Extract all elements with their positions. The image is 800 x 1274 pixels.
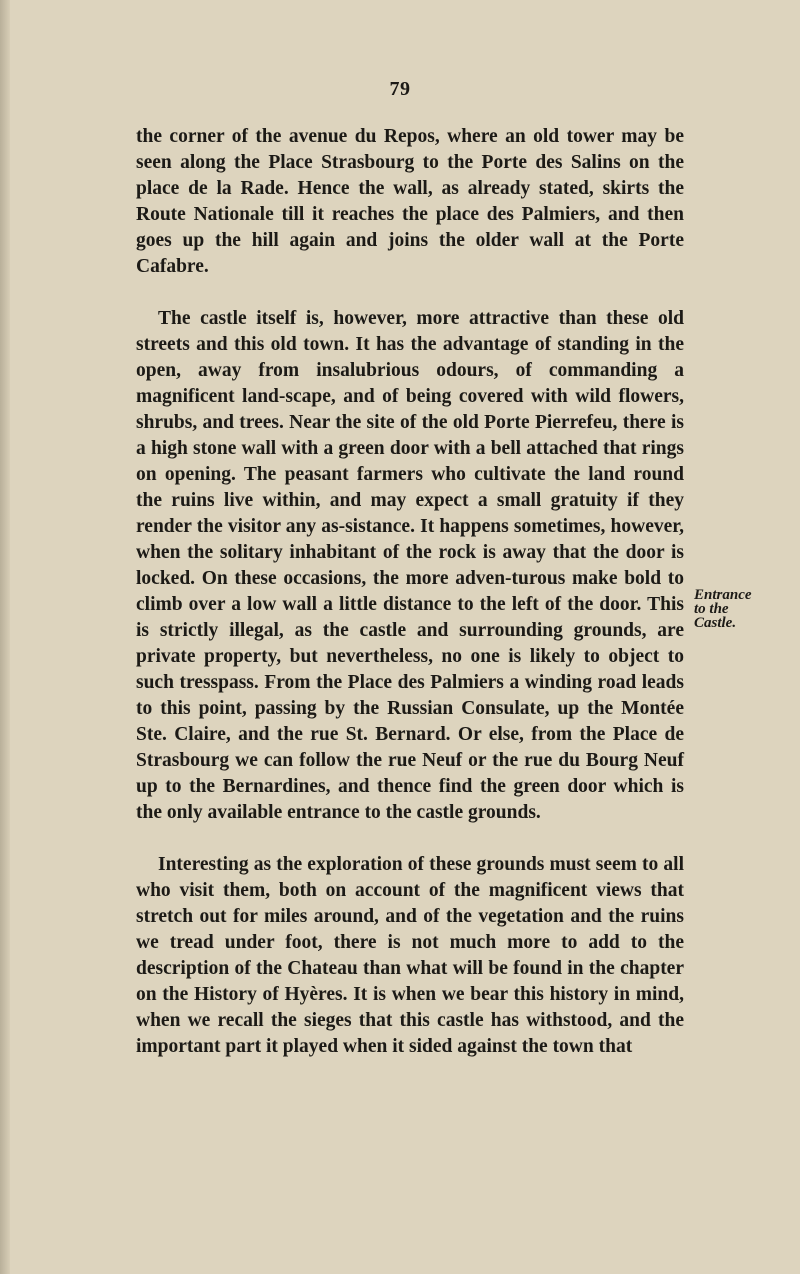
paragraph-1: the corner of the avenue du Repos, where an old tower may be seen along the Place Strasbourg to the Porte des Salins on the place de la Rade. Hence the wall, as already stated, skirts the Route Nationale till it reaches the place des Palmiers, and then goes up the hill again and joins the older wall at the Porte Cafabre.	[136, 126, 684, 277]
sidenote-line-2: to the	[694, 601, 729, 617]
margin-sidenote	[694, 588, 794, 630]
page-gutter-shadow	[0, 0, 10, 1274]
page-number: 79	[389, 78, 411, 100]
paragraph-2: The castle itself is, however, more attractive than these old streets and this old town. It has the advantage of standing in the open, away from insalubrious odours, of commanding a magnificent land-scape, and of being covered with wild flowers, shrubs, and trees. Near the site of the old Porte Pierrefeu, there is a high stone wall with a green door with a bell attached that rings on opening. The peasant farmers who cultivate the land round the ruins live within, and may expect a small gratuity if they render the visitor any as-sistance. It happens sometimes, however, when the solitary inhabitant of the rock is away that the door is locked. On these occasions, the more adven-turous make bold to climb over a low wall a little distance to the left of the door. This is strictly illegal, as the castle and surrounding grounds, are private property, but nevertheless, no one is likely to object to such tresspass. From the Place des Palmiers a winding road leads to this point, passing by the Russian Consulate, up the Montée Ste. Claire, and the rue St. Bernard. Or else, from the Place de Strasbourg we can follow the rue Neuf or the rue du Bourg Neuf up to the Bernardines, and thence find the green door which is the only available entrance to the castle grounds.	[136, 308, 684, 823]
body-text	[136, 124, 684, 1060]
sidenote-line-3: Castle.	[694, 615, 737, 631]
paragraph-3: Interesting as the exploration of these grounds must seem to all who visit them, both on account of the magnificent views that stretch out for miles around, and of the vegetation and the ruins we tread under foot, there is not much more to add to the description of the Chateau than what will be found in the chapter on the History of Hyères. It is when we bear this history in mind, when we recall the sieges that this castle has withstood, and the important part it played when it sided against the town that	[136, 854, 684, 1057]
sidenote-line-1: Entrance	[694, 587, 752, 603]
